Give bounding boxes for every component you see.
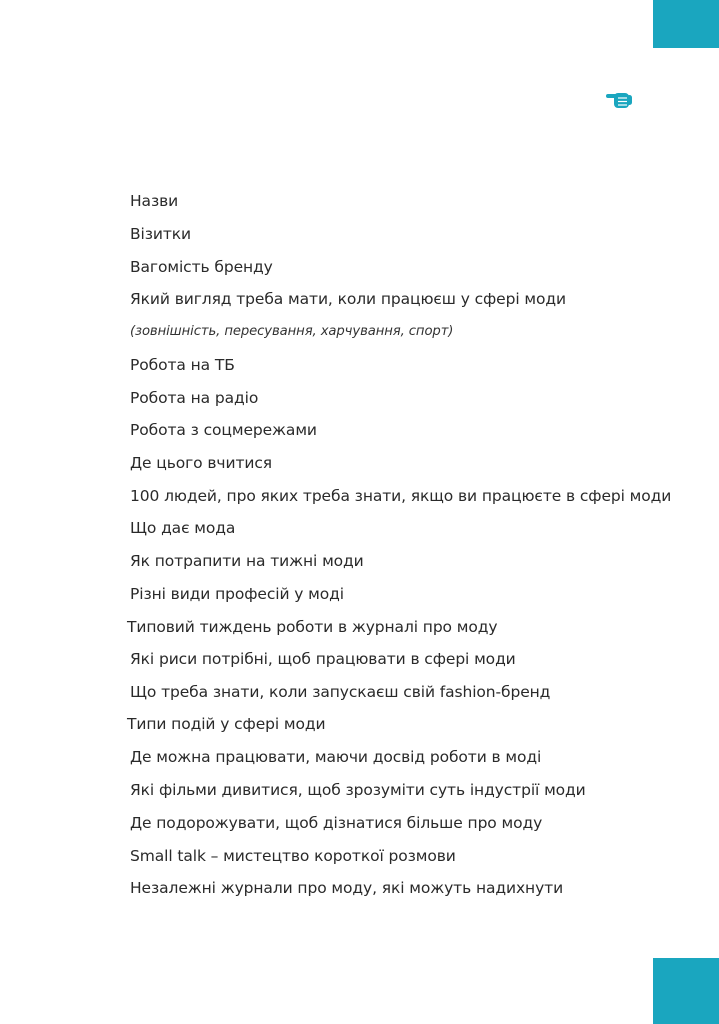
toc-item: Як потрапити на тижні моди xyxy=(130,552,364,570)
toc-item: Де подорожувати, щоб дізнатися більше про моду xyxy=(130,814,543,832)
toc-item: Різні види професій у моді xyxy=(130,585,344,603)
toc-item: Які риси потрібні, щоб працювати в сфері моди xyxy=(130,650,516,668)
toc-item: 100 людей, про яких треба знати, якщо ви працюєте в сфері моди xyxy=(130,487,672,505)
toc-item: Small talk – мистецтво короткої розмови xyxy=(130,847,456,865)
toc-item: Незалежні журнали про моду, які можуть надихнути xyxy=(130,879,564,897)
toc-item: Де можна працювати, маючи досвід роботи в моді xyxy=(130,748,542,766)
toc-item: Де цього вчитися xyxy=(130,454,273,472)
toc-item: Робота з соцмережами xyxy=(130,421,317,439)
toc-item: Який вигляд треба мати, коли працюєш у сфері моди xyxy=(130,290,566,308)
toc-item: Що дає мода xyxy=(130,519,236,537)
toc-item: Назви xyxy=(130,192,179,210)
toc-item: Типовий тиждень роботи в журналі про моду xyxy=(127,618,498,636)
toc-item: Типи подій у сфері моди xyxy=(127,715,326,733)
toc-item: Що треба знати, коли запускаєш свій fashion-бренд xyxy=(130,683,551,701)
toc-item: Робота на радіо xyxy=(130,389,259,407)
toc-item-note: (зовнішність, пересування, харчування, спорт) xyxy=(130,324,454,339)
toc-item: Вагомість бренду xyxy=(130,258,273,276)
toc-item: Робота на ТБ xyxy=(130,356,235,374)
toc-item: Які фільми дивитися, щоб зрозуміти суть індустрії моди xyxy=(130,781,586,799)
toc-item: Візитки xyxy=(130,225,192,243)
